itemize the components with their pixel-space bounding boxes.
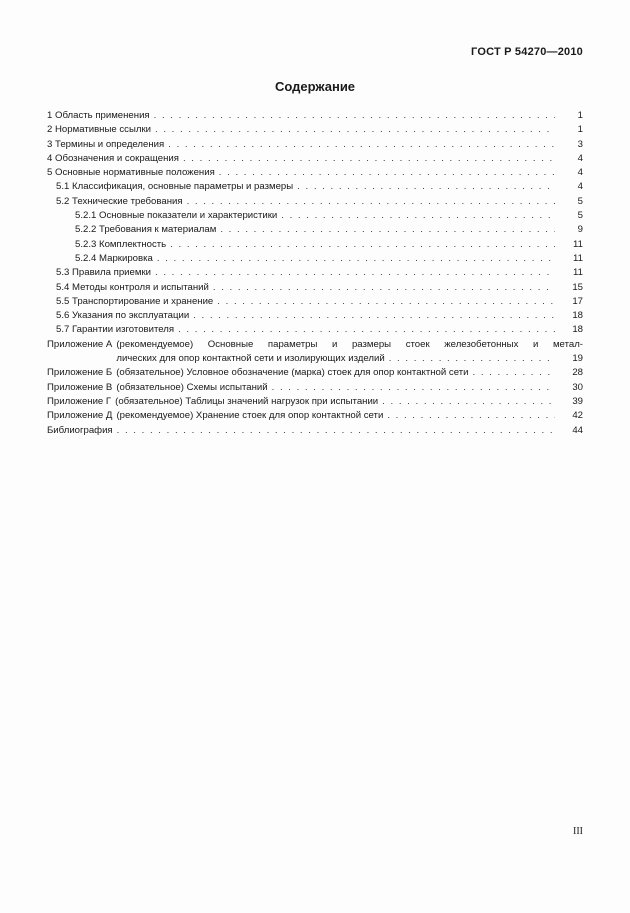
page-number: III [573, 826, 583, 837]
appendix-title: (рекомендуемое) Хранение стоек для опор контактной сети [116, 410, 384, 422]
toc-entry[interactable] [47, 138, 583, 152]
toc-entry-page: 42 [572, 410, 583, 422]
appendix-body [116, 338, 583, 367]
toc-entry-label: 5.2.3 Комплектность [75, 238, 167, 250]
dot-leader [155, 123, 555, 137]
toc-entry-page: 1 [577, 124, 583, 136]
appendix-title-line [115, 395, 583, 409]
toc-entry-label: 5.7 Гарантии изготовителя [56, 324, 175, 336]
dot-leader [193, 309, 555, 323]
toc-entry-page: 39 [572, 395, 583, 407]
toc-entry-page: 44 [572, 424, 583, 436]
toc-entry-page: 5 [577, 210, 583, 222]
toc-entry[interactable] [47, 180, 583, 194]
toc-entry[interactable] [47, 266, 583, 280]
dot-leader [168, 138, 555, 152]
toc-entry-page: 9 [577, 224, 583, 236]
toc-entry-label: 1 Область применения [47, 110, 150, 121]
toc-appendix-d[interactable] [47, 409, 583, 423]
appendix-body [115, 395, 583, 409]
toc-entry[interactable] [47, 152, 583, 166]
toc-entry-page: 4 [577, 167, 583, 179]
table-of-contents [47, 109, 583, 438]
toc-entry-label: 4 Обозначения и сокращения [47, 152, 179, 164]
dot-leader [387, 409, 555, 423]
toc-entry-page: 11 [573, 238, 583, 250]
toc-entry[interactable] [47, 238, 583, 252]
appendix-title: (обязательное) Условное обозначение (марка) стоек для опор контактной сети [116, 367, 469, 379]
toc-entry-page: 1 [577, 110, 583, 121]
toc-entry-bibliography[interactable] [47, 424, 583, 438]
toc-entry[interactable] [47, 309, 583, 323]
page-title: Содержание [274, 79, 356, 94]
appendix-prefix: Приложение Д [47, 410, 113, 422]
toc-entry-page: 5 [577, 195, 583, 207]
dot-leader [183, 152, 555, 166]
appendix-title-line [116, 409, 583, 423]
toc-entry[interactable] [47, 295, 583, 309]
dot-leader [178, 323, 555, 337]
toc-entry[interactable] [47, 323, 583, 337]
toc-entry[interactable] [47, 195, 583, 209]
toc-entry-page: 4 [577, 152, 583, 164]
toc-entry-label: 5.6 Указания по эксплуатации [56, 310, 190, 322]
dot-leader [157, 252, 555, 266]
toc-appendix-v[interactable] [47, 381, 583, 395]
appendix-prefix: Приложение А [47, 338, 113, 350]
toc-entry-page: 11 [573, 252, 583, 264]
toc-appendix-b[interactable] [47, 366, 583, 380]
toc-entry[interactable] [47, 223, 583, 237]
toc-entry-page: 19 [572, 353, 583, 365]
toc-entry-label: 5 Основные нормативные положения [47, 167, 215, 179]
appendix-title-line: (рекомендуемое) Основные параметры и размеры стоек железобетонных и метал- [116, 338, 583, 350]
dot-leader [117, 424, 555, 438]
appendix-title-line [116, 352, 583, 366]
appendix-title: (обязательное) Таблицы значений нагрузок при испытании [115, 395, 379, 407]
toc-entry-label: 5.2.1 Основные показатели и характеристики [75, 210, 278, 222]
toc-entry-label: 2 Нормативные ссылки [47, 124, 152, 136]
toc-entry[interactable] [47, 209, 583, 223]
toc-entry[interactable] [47, 166, 583, 180]
toc-entry-label: 5.1 Классификация, основные параметры и размеры [56, 181, 294, 193]
toc-entry-page: 15 [572, 281, 583, 293]
dot-leader [220, 223, 555, 237]
toc-appendix-g[interactable] [47, 395, 583, 409]
toc-entry-label: 5.4 Методы контроля и испытаний [56, 281, 209, 293]
dot-leader [281, 209, 555, 223]
appendix-prefix: Приложение Б [47, 367, 113, 379]
toc-entry-label: 5.5 Транспортирование и хранение [56, 295, 214, 307]
dot-leader [272, 381, 555, 395]
appendix-body [116, 409, 583, 423]
toc-entry[interactable] [47, 109, 583, 123]
appendix-body [116, 381, 583, 395]
toc-entry-label: 5.3 Правила приемки [56, 267, 152, 279]
dot-leader [155, 266, 555, 280]
appendix-title-line [116, 366, 583, 380]
dot-leader [219, 166, 555, 180]
appendix-body [116, 366, 583, 380]
toc-entry-label: 5.2.2 Требования к материалам [75, 224, 217, 236]
appendix-prefix: Приложение Г [47, 395, 112, 407]
toc-appendix-a[interactable] [47, 338, 583, 367]
toc-entry-label: 5.2.4 Маркировка [75, 252, 153, 264]
toc-entry-page: 17 [572, 295, 583, 307]
appendix-title-continuation: лических для опор контактной сети и изолирующих изделий [116, 353, 385, 365]
toc-entry-label: 3 Термины и определения [47, 138, 165, 150]
document-code: ГОСТ Р 54270—2010 [471, 46, 583, 58]
toc-entry[interactable] [47, 281, 583, 295]
dot-leader [382, 395, 555, 409]
dot-leader [213, 281, 555, 295]
dot-leader [187, 195, 555, 209]
dot-leader [170, 238, 555, 252]
toc-entry-label: 5.2 Технические требования [56, 195, 183, 207]
toc-entry-page: 18 [572, 324, 583, 336]
toc-entry[interactable] [47, 123, 583, 137]
toc-entry-page: 28 [572, 367, 583, 379]
dot-leader [217, 295, 555, 309]
toc-entry-page: 3 [577, 138, 583, 150]
toc-entry-page: 18 [572, 310, 583, 322]
appendix-prefix: Приложение В [47, 381, 113, 393]
toc-entry[interactable] [47, 252, 583, 266]
dot-leader [297, 180, 555, 194]
toc-entry-page: 4 [577, 181, 583, 193]
toc-entry-page: 30 [572, 381, 583, 393]
dot-leader [472, 366, 555, 380]
toc-entry-label: Библиография [47, 424, 113, 436]
appendix-title-line [116, 381, 583, 395]
dot-leader [154, 109, 555, 123]
dot-leader [389, 352, 555, 366]
toc-entry-page: 11 [573, 267, 583, 279]
appendix-title: (обязательное) Схемы испытаний [116, 381, 268, 393]
